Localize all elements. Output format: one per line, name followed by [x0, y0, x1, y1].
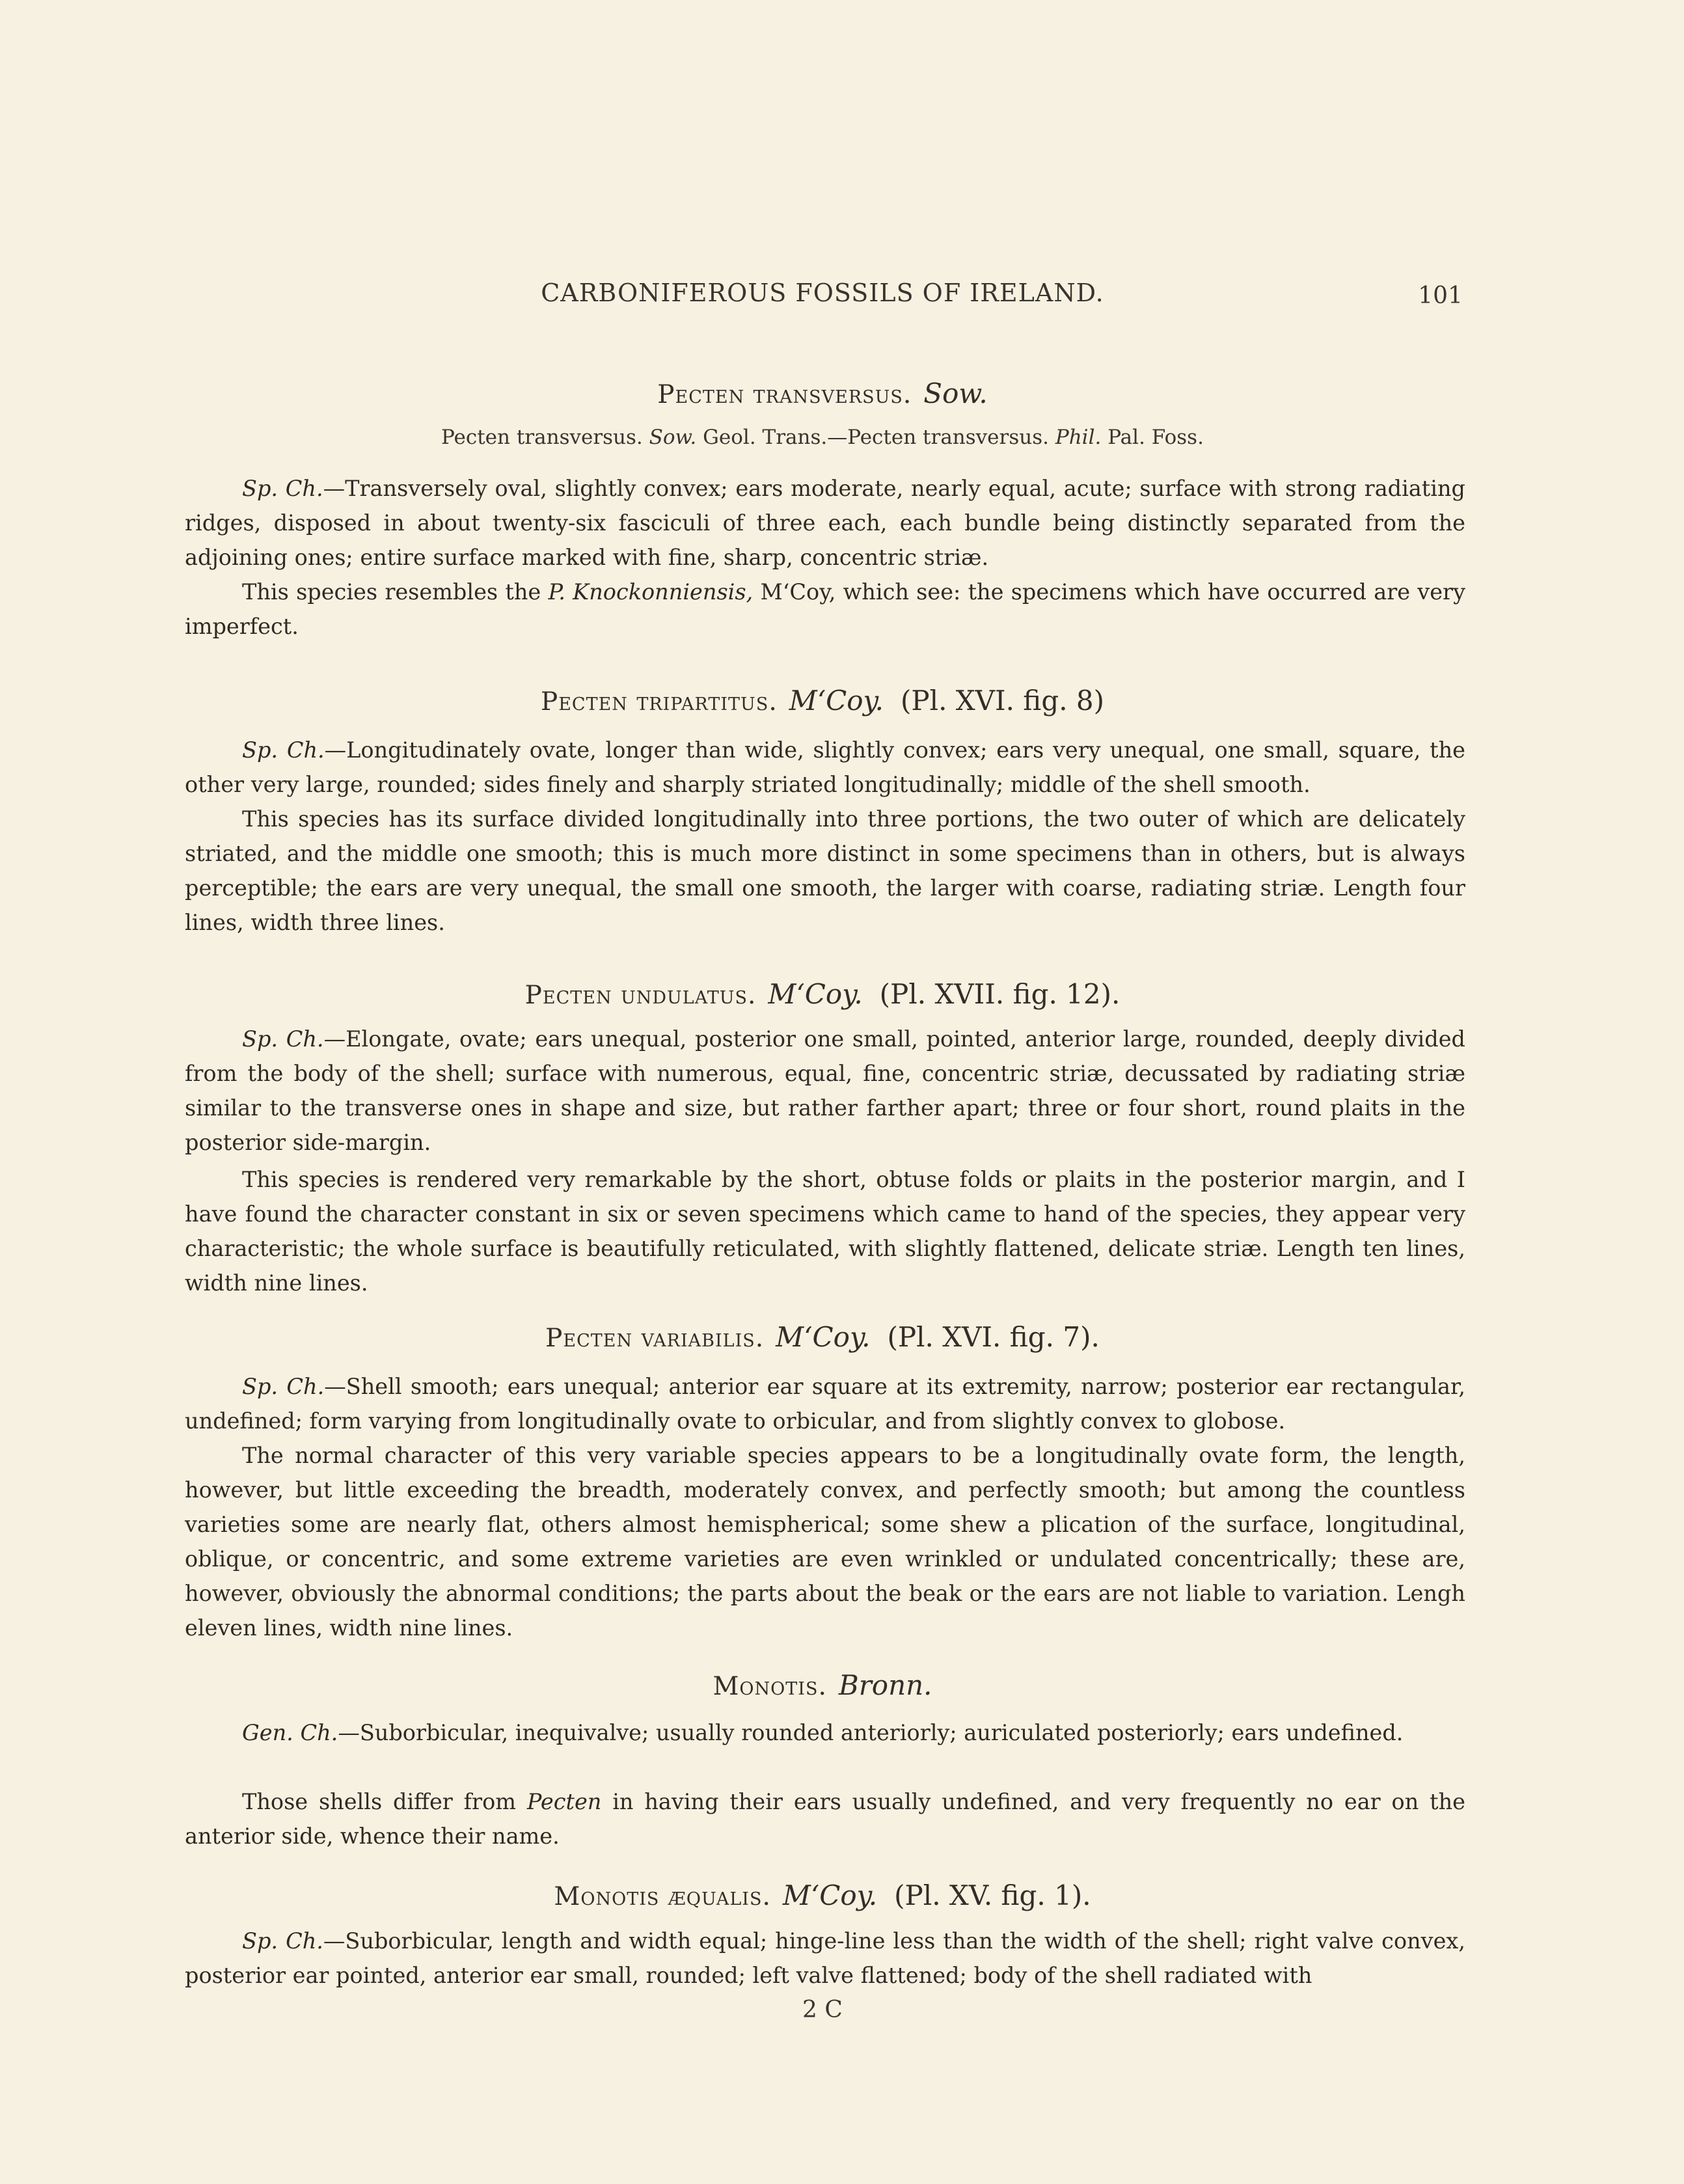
species-heading-pecten-tripartitus — [182, 685, 1463, 717]
synonymy-part: Pal. Foss. — [1107, 426, 1204, 449]
paragraph-text: in having their ears usually undefined, and very frequently no ear on the anterior side, whence their name. — [185, 1789, 1465, 1849]
paragraph-text: —Elongate, ovate; ears unequal, posterior one small, pointed, anterior large, rounded, deeply divided from the body of the shell; surface with numerous, equal, fine, concentric striæ, decussated by radiating striæ similar to the transverse ones in shape and size, but rather farther apart; three or four short, round plaits in the posterior side-margin. — [185, 1026, 1465, 1155]
paragraph-text: This species is rendered very remarkable by the short, obtuse folds or plaits in the posterior margin, and I have found the character constant in six or seven specimens which came to hand of the species, they appear very characteristic; the whole surface is beautifully reticulated, with slightly flattened, delicate striæ. Length ten lines, width nine lines. — [185, 1167, 1465, 1296]
specific-character-paragraph — [185, 1369, 1465, 1438]
generic-character-paragraph — [185, 1715, 1465, 1750]
species-name: Monotis æqualis. — [554, 1882, 771, 1911]
species-name: Pecten undulatus. — [524, 981, 757, 1010]
paragraph-text: The normal character of this very variable species appears to be a longitudinally ovate form, the length, however, but little exceeding the breadth, moderately convex, and perfectly smooth; but among the countless varieties some are nearly flat, others almost hemispherical; some shew a plication of the surface, longitudinal, oblique, or concentric, and some extreme varieties are even wrinkled or undulated concentrically; these are, however, obviously the abnormal conditions; the parts about the beak or the ears are not liable to variation. Lengh eleven lines, width nine lines. — [185, 1443, 1465, 1641]
paragraph-text: —Suborbicular, inequivalve; usually rounded anteriorly; auriculated posteriorly; ears undefined. — [338, 1720, 1404, 1745]
species-author: Sow. — [923, 377, 988, 409]
paragraph-text: —Suborbicular, length and width equal; hinge-line less than the width of the shell; right valve convex, posterior ear pointed, anterior ear small, rounded; left valve flattened; body of the shell radiated with — [185, 1928, 1465, 1988]
specific-character-paragraph — [185, 471, 1465, 575]
remarks-paragraph — [185, 1438, 1465, 1645]
paragraph-lead: Sp. Ch. — [242, 1026, 324, 1052]
species-author: M‘Coy. — [768, 978, 863, 1010]
paragraph-text: This species has its surface divided longitudinally into three portions, the two outer of which are delicately striated, and the middle one smooth; this is much more distinct in some specimens than in others, but is always perceptible; the ears are very unequal, the small one smooth, the larger with coarse, radiating striæ. Length four lines, width three lines. — [185, 806, 1465, 935]
species-heading-monotis-aequalis — [182, 1879, 1463, 1911]
synonymy-author: Sow. — [649, 426, 697, 449]
species-name: Pecten tripartitus. — [540, 687, 778, 717]
paragraph-lead: Sp. Ch. — [242, 1374, 325, 1399]
species-reference: P. Knockonniensis, — [548, 579, 754, 605]
species-author: M‘Coy. — [789, 685, 884, 717]
synonymy-author: Phil. — [1055, 426, 1102, 449]
paragraph-lead: Sp. Ch. — [242, 737, 325, 763]
remarks-paragraph — [185, 802, 1465, 940]
plate-reference: (Pl. XV. fig. 1). — [894, 1879, 1091, 1911]
species-author: M‘Coy. — [782, 1879, 878, 1911]
species-heading-pecten-transversus — [182, 377, 1463, 409]
paragraph-lead: Sp. Ch. — [242, 1928, 323, 1954]
synonymy-line — [182, 426, 1463, 449]
paragraph-text: —Transversely oval, slightly convex; ears moderate, nearly equal, acute; surface with strong radiating ridges, disposed in about twenty-six fasciculi of three each, each bundle being distinctly separated from the adjoining ones; entire surface marked with fine, sharp, concentric striæ. — [185, 476, 1465, 570]
paragraph-text: Those shells differ from — [242, 1789, 527, 1814]
species-name: Pecten transversus. — [657, 380, 912, 409]
species-name: Pecten variabilis. — [545, 1324, 765, 1353]
paragraph-text: —Longitudinately ovate, longer than wide, slightly convex; ears very unequal, one small, square, the other very large, rounded; sides finely and sharply striated longitudinally; middle of the shell smooth. — [185, 737, 1465, 797]
remarks-paragraph — [185, 1162, 1465, 1300]
synonymy-part: Pecten transversus. — [441, 426, 643, 449]
plate-reference: (Pl. XVI. fig. 8) — [901, 685, 1105, 717]
genus-name: Monotis. — [713, 1672, 827, 1701]
paragraph-text: M‘Coy, which see: the specimens which have occurred are very imperfect. — [185, 579, 1465, 639]
genus-author: Bronn. — [838, 1669, 932, 1701]
genus-reference: Pecten — [526, 1789, 602, 1814]
genus-heading-monotis — [182, 1669, 1463, 1701]
running-title: CARBONIFEROUS FOSSILS OF IRELAND. — [541, 279, 1104, 307]
paragraph-text: This species resembles the — [242, 579, 549, 605]
specific-character-paragraph — [185, 733, 1465, 802]
species-heading-pecten-undulatus — [182, 978, 1463, 1010]
page-number: 101 — [1418, 282, 1463, 309]
species-author: M‘Coy. — [776, 1321, 871, 1353]
synonymy-part: Geol. Trans.—Pecten transversus. — [703, 426, 1049, 449]
remarks-paragraph — [185, 575, 1465, 644]
running-head — [182, 279, 1463, 318]
plate-reference: (Pl. XVI. fig. 7). — [887, 1321, 1100, 1353]
species-heading-pecten-variabilis — [182, 1321, 1463, 1353]
signature-mark: 2 C — [802, 1997, 843, 2023]
remarks-paragraph — [185, 1784, 1465, 1853]
paragraph-lead: Gen. Ch. — [242, 1720, 338, 1745]
specific-character-paragraph — [185, 1022, 1465, 1160]
plate-reference: (Pl. XVII. fig. 12). — [879, 978, 1120, 1010]
specific-character-paragraph — [185, 1924, 1465, 1993]
paragraph-text: —Shell smooth; ears unequal; anterior ear square at its extremity, narrow; posterior ear rectangular, undefined; form varying from longitudinally ovate to orbicular, and from slightly convex to globose. — [185, 1374, 1465, 1434]
paragraph-lead: Sp. Ch. — [242, 476, 323, 501]
